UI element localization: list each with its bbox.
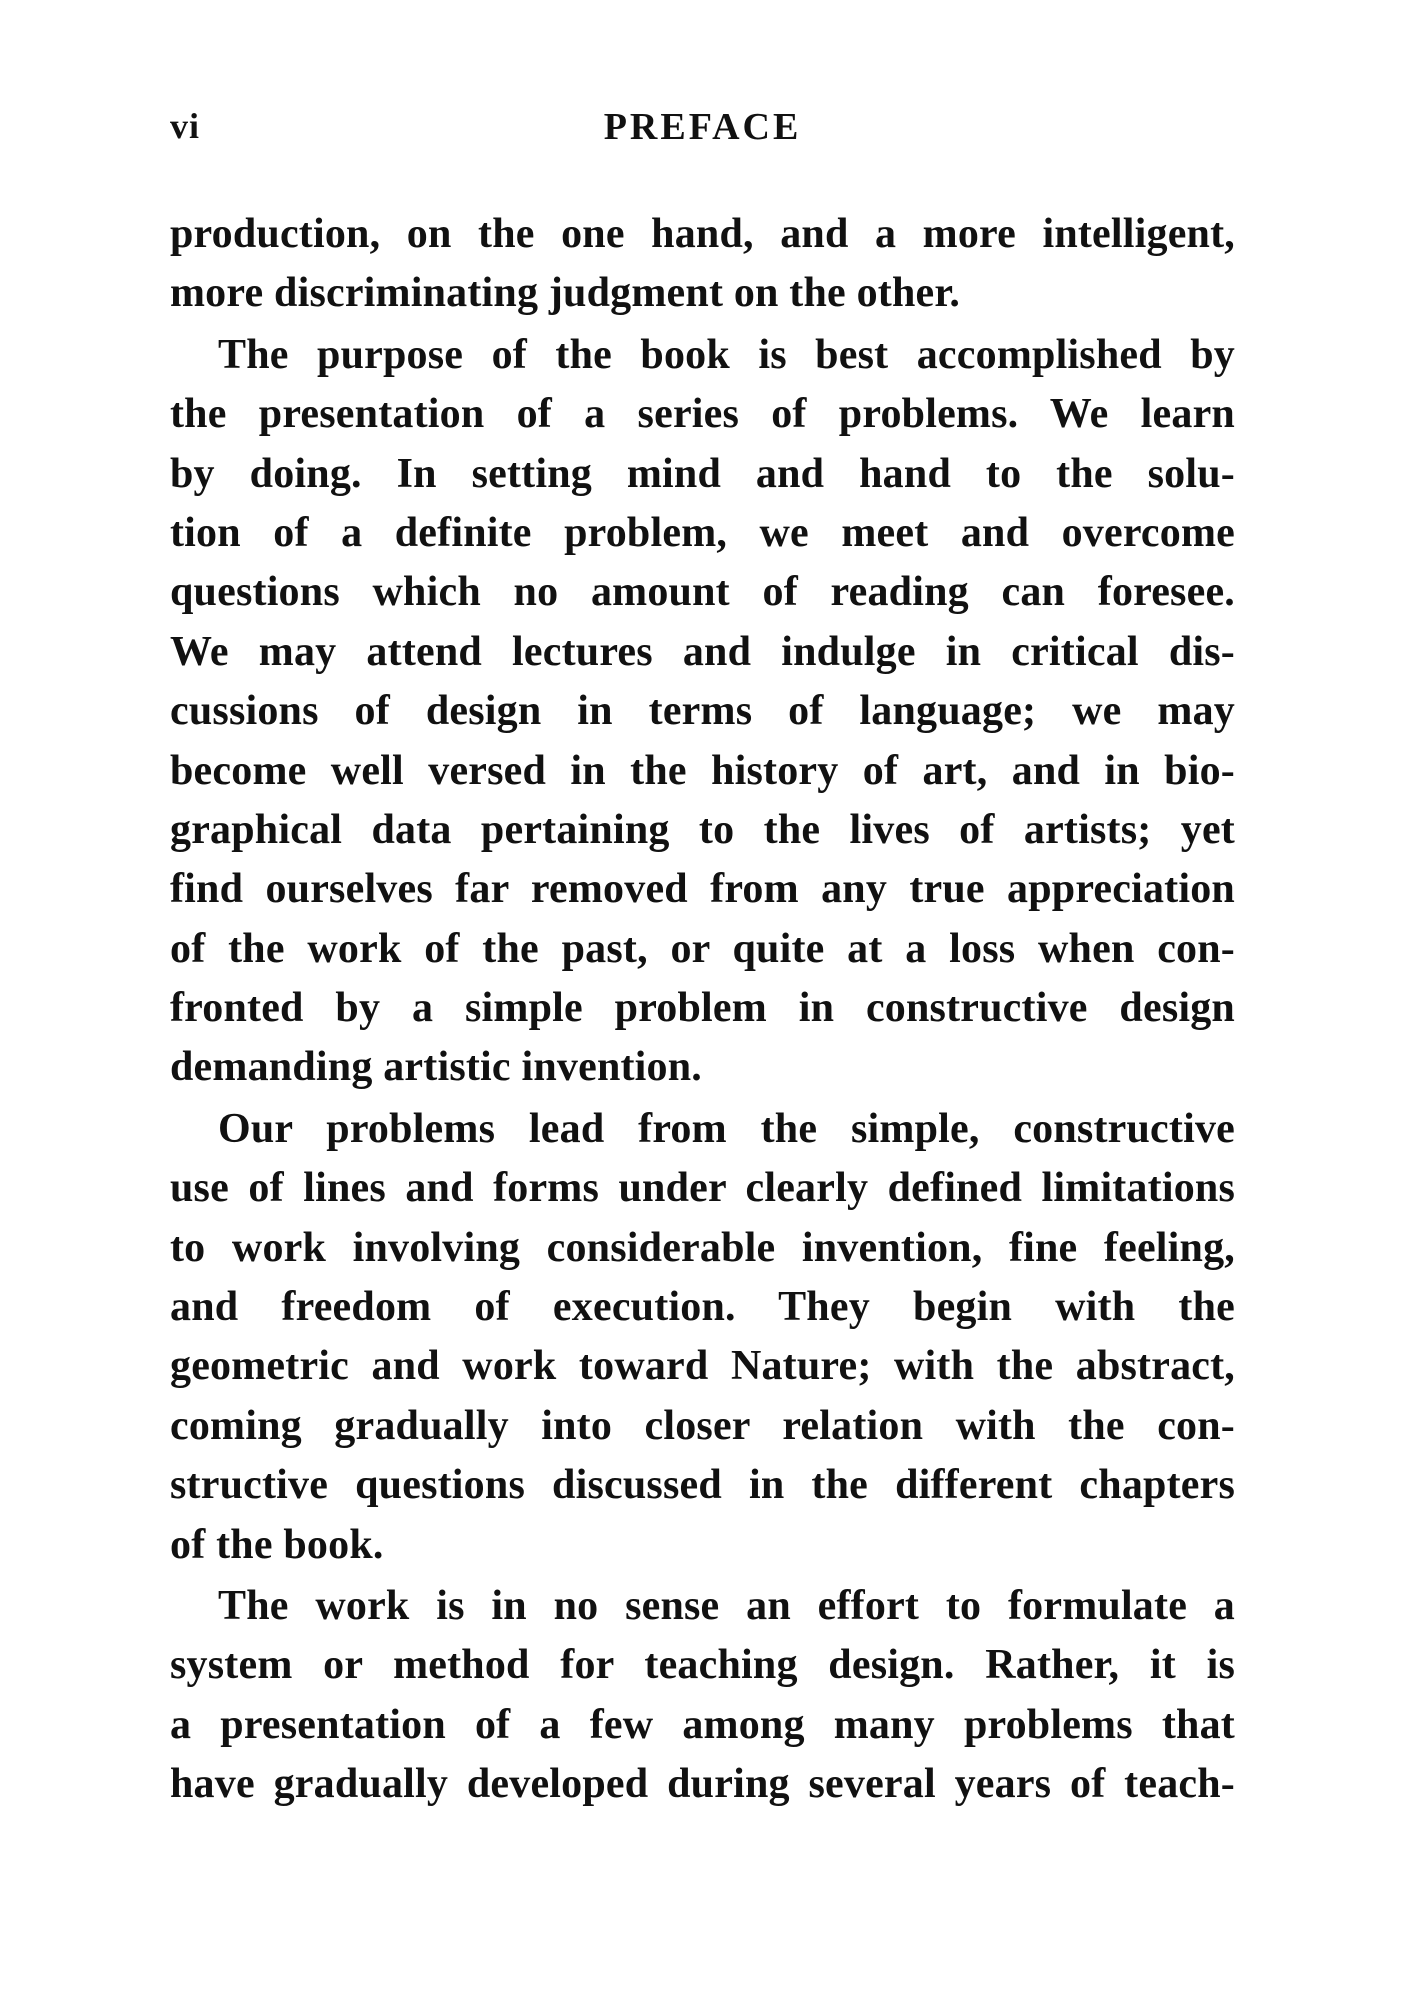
- text-line: become well versed in the history of art, and in bio-: [170, 747, 1235, 794]
- text-line: fronted by a simple problem in constructive design: [170, 985, 1235, 1032]
- text-line: The work is in no sense an effort to formulate a: [218, 1582, 1235, 1629]
- text-line: Our problems lead from the simple, constructive: [218, 1105, 1235, 1152]
- paragraph: [170, 326, 1235, 1098]
- paragraph: [170, 1100, 1235, 1575]
- text-line: graphical data pertaining to the lives of artists; yet: [170, 806, 1235, 853]
- text-line: to work involving considerable invention, fine feeling,: [170, 1224, 1235, 1271]
- text-line: the presentation of a series of problems. We learn: [170, 391, 1235, 438]
- text-line: of the book.: [170, 1521, 384, 1568]
- text-line: system or method for teaching design. Rather, it is: [170, 1642, 1235, 1689]
- text-line: structive questions discussed in the different chapters: [170, 1462, 1235, 1509]
- text-line: The purpose of the book is best accomplished by: [218, 331, 1235, 378]
- text-line: production, on the one hand, and a more intelligent,: [170, 211, 1235, 257]
- text-line: use of lines and forms under clearly defined limitations: [170, 1165, 1235, 1212]
- text-line: questions which no amount of reading can foresee.: [170, 569, 1235, 616]
- text-line: a presentation of a few among many problems that: [170, 1701, 1235, 1748]
- text-line: We may attend lectures and indulge in critical dis-: [170, 628, 1235, 675]
- page-number: vi: [170, 106, 201, 146]
- text-line: of the work of the past, or quite at a loss when con-: [170, 925, 1235, 972]
- text-line: tion of a definite problem, we meet and overcome: [170, 509, 1235, 556]
- text-line: geometric and work toward Nature; with the abstract,: [170, 1343, 1235, 1390]
- text-line: by doing. In setting mind and hand to the solu-: [170, 450, 1235, 497]
- paragraph: [170, 205, 1235, 324]
- text-line: and freedom of execution. They begin with the: [170, 1284, 1235, 1331]
- text-line: coming gradually into closer relation with the con-: [170, 1402, 1235, 1449]
- paragraph: [170, 1577, 1235, 1815]
- text-line: find ourselves far removed from any true appreciation: [170, 866, 1235, 913]
- page-title: PREFACE: [603, 106, 802, 148]
- text-line: demanding artistic invention.: [170, 1044, 703, 1091]
- text-line: cussions of design in terms of language; we may: [170, 688, 1235, 735]
- running-head: [170, 105, 1235, 165]
- text-line: more discriminating judgment on the other.: [170, 270, 961, 317]
- body-text: [170, 205, 1235, 1817]
- text-line: have gradually developed during several years of teach-: [170, 1761, 1235, 1808]
